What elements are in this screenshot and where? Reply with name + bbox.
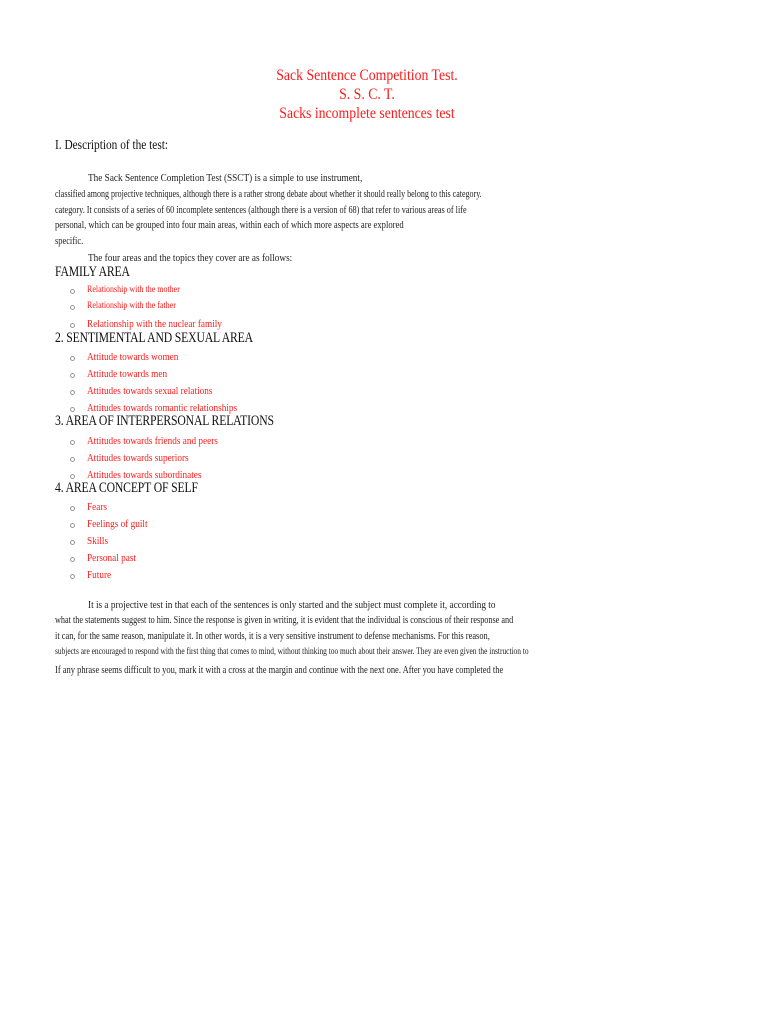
bullet-icon xyxy=(69,406,75,412)
closing-line-2: what the statements suggest to him. Since the response is given in writing, it is evident that the individual is conscious of their response and xyxy=(55,615,514,626)
list-item-label: Personal past xyxy=(87,552,137,564)
area-heading-self: 4. AREA CONCEPT OF SELF xyxy=(55,480,198,496)
list-item-label: Future xyxy=(87,569,112,581)
area-heading-sentimental: 2. SENTIMENTAL AND SEXUAL AREA xyxy=(55,330,253,346)
intro-line-5: specific. xyxy=(55,236,84,247)
bullet-icon xyxy=(69,389,75,395)
list-item-label: Fears xyxy=(87,501,108,513)
intro-line-4: personal, which can be grouped into four main areas, within each of which more aspects are explored xyxy=(55,220,404,231)
area-heading-interpersonal: 3. AREA OF INTERPERSONAL RELATIONS xyxy=(55,413,274,429)
intro-line-3: category. It consists of a series of 60 incomplete sentences (although there is a version of 68) that refer to various areas of life xyxy=(55,205,467,216)
list-item-label: Relationship with the mother xyxy=(87,285,180,295)
bullet-icon xyxy=(69,456,75,462)
list-item-label: Attitudes towards superiors xyxy=(87,452,189,464)
area-heading-family: FAMILY AREA xyxy=(55,264,130,280)
list-item-label: Relationship with the nuclear family xyxy=(87,318,222,330)
bullet-icon xyxy=(69,439,75,445)
intro-line-6: The four areas and the topics they cover are as follows: xyxy=(88,252,293,264)
description-heading: I. Description of the test: xyxy=(55,137,169,152)
title-line-2: S. S. C. T. xyxy=(339,86,395,103)
bullet-icon xyxy=(69,355,75,361)
closing-line-3: it can, for the same reason, manipulate it. In other words, it is a very sensitive instrument to defense mechanisms. For this reason, xyxy=(55,631,490,642)
bullet-icon xyxy=(69,539,75,545)
title-block xyxy=(0,66,734,123)
bullet-icon xyxy=(69,304,75,310)
closing-line-5: If any phrase seems difficult to you, mark it with a cross at the margin and continue with the next one. After you have completed the xyxy=(55,664,504,676)
bullet-icon xyxy=(69,372,75,378)
list-item-label: Attitudes towards romantic relationships xyxy=(87,402,238,414)
closing-line-4: subjects are encouraged to respond with the first thing that comes to mind, without thinking too much about their answer. They are even given the instruction to xyxy=(55,647,529,657)
bullet-icon xyxy=(69,288,75,294)
title-line-3: Sacks incomplete sentences test xyxy=(279,105,455,122)
bullet-icon xyxy=(69,322,75,328)
list-item-label: Feelings of guilt xyxy=(87,518,148,530)
bullet-icon xyxy=(69,573,75,579)
bullet-icon xyxy=(69,473,75,479)
list-item-label: Attitudes towards sexual relations xyxy=(87,385,213,397)
intro-line-2: classified among projective techniques, although there is a rather strong debate about whether it should really belong to this category. xyxy=(55,189,482,200)
list-item-label: Relationship with the father xyxy=(87,301,176,311)
list-item-label: Attitude towards men xyxy=(87,368,168,380)
bullet-icon xyxy=(69,522,75,528)
list-item-label: Attitude towards women xyxy=(87,351,179,363)
list-item-label: Skills xyxy=(87,535,109,547)
list-item-label: Attitudes towards friends and peers xyxy=(87,435,218,447)
closing-line-1: It is a projective test in that each of the sentences is only started and the subject must complete it, according to xyxy=(88,599,496,611)
bullet-icon xyxy=(69,505,75,511)
list-item-label: Attitudes towards subordinates xyxy=(87,469,202,481)
bullet-icon xyxy=(69,556,75,562)
title-line-1: Sack Sentence Competition Test. xyxy=(276,67,458,84)
intro-line-1: The Sack Sentence Completion Test (SSCT) is a simple to use instrument, xyxy=(88,172,363,184)
